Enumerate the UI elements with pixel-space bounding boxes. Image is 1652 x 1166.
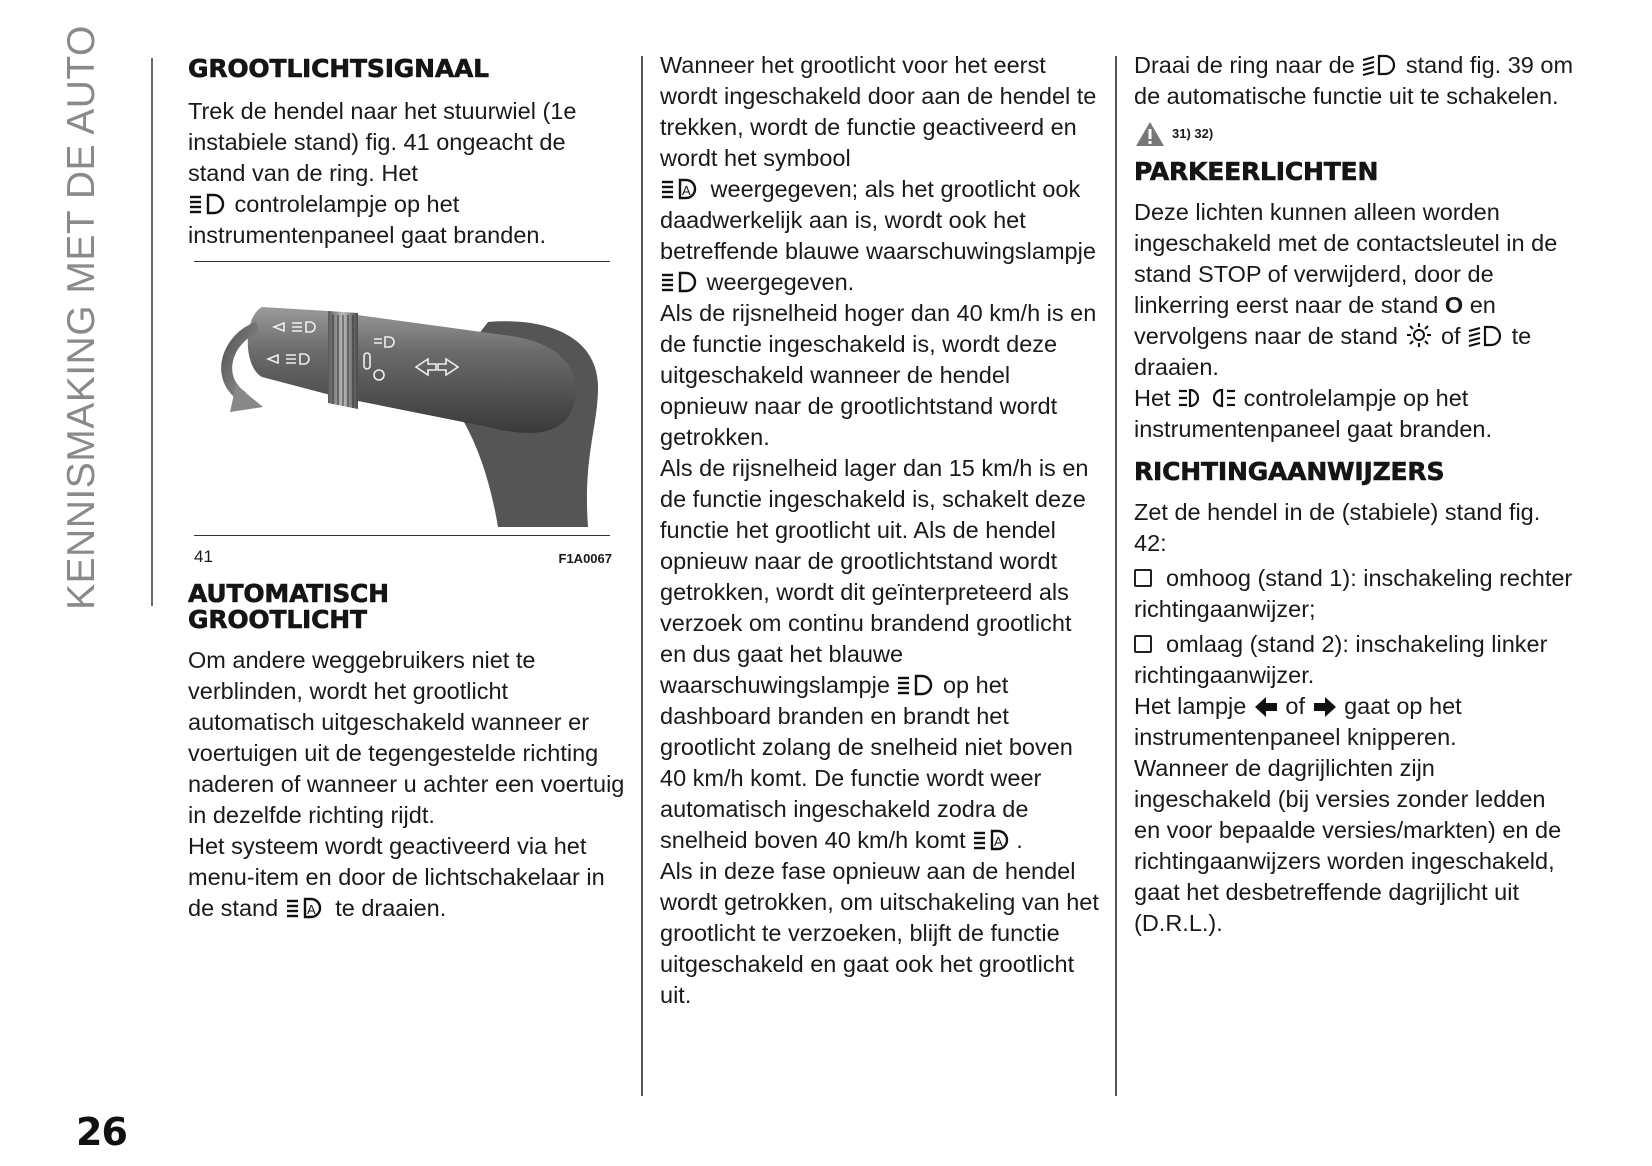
paragraph-text: Draai de ring naar de	[1134, 52, 1355, 78]
stand-o-label: O	[1444, 292, 1464, 318]
warning-reference	[1134, 118, 1574, 149]
warning-refs: 31) 32)	[1172, 126, 1214, 141]
paragraph-text: Wanneer het grootlicht voor het eerst wordt ingeschakeld door aan de hendel te trekken, wordt de functie geactiveerd en wordt het symbool	[660, 52, 1097, 171]
column-divider-2	[1115, 56, 1117, 1096]
paragraph-text: op het dashboard branden en brandt het grootlicht zolang de snelheid niet boven 40 km/h komt. De functie wordt weer automatisch ingeschakeld zodra de snelheid boven 40 km/h komt	[660, 672, 1073, 853]
paragraph-text: Het	[1134, 385, 1171, 411]
sidebar-rule	[151, 58, 153, 606]
auto-high-beam-icon	[972, 828, 1016, 852]
bullet-square	[1134, 635, 1152, 653]
paragraph-text: stand fig. 39 om de automatische functie uit te schakelen.	[1134, 52, 1574, 109]
paragraph-text: Het systeem wordt geactiveerd via het menu-item en door de lichtschakelaar in de stand	[188, 833, 605, 921]
heading-automatisch-grootlicht	[188, 581, 628, 633]
heading-parkeerlichten: PARKEERLICHTEN	[1134, 157, 1379, 186]
svg-text:A: A	[306, 902, 316, 917]
high-beam-icon	[896, 673, 936, 697]
page-number: 26	[76, 1110, 127, 1154]
high-beam-icon	[660, 270, 700, 294]
high-beam-icon	[188, 192, 228, 216]
paragraph-text: Zet de hendel in de (stabiele) stand fig. 42:	[1134, 499, 1541, 556]
figure-41	[188, 261, 612, 567]
paragraph-text: Als in deze fase opnieuw aan de hendel wordt getrokken, om uitschakeling van het grootlicht te verzoeken, blijft de functie uitgeschakeld en gaat ook het grootlicht uit.	[660, 858, 1099, 1008]
heading-grootlichtsignaal: GROOTLICHTSIGNAAL	[188, 54, 489, 83]
paragraph-text: controlelampje op het instrumentenpaneel gaat branden.	[188, 191, 546, 248]
column-1	[188, 50, 628, 924]
sidelight-position-icon	[1404, 322, 1434, 348]
column-divider-1	[641, 56, 643, 1096]
paragraph-text: controlelampje op het instrumentenpaneel gaat branden.	[1134, 385, 1492, 442]
heading-line: AUTOMATISCH	[188, 579, 389, 608]
warning-triangle-icon	[1134, 120, 1166, 148]
dipped-beam-icon	[1361, 53, 1399, 77]
svg-text:A: A	[994, 834, 1003, 849]
paragraph-text: weergegeven.	[706, 269, 855, 295]
column-2	[660, 50, 1100, 1011]
auto-high-beam-icon	[660, 177, 704, 201]
figure-number: 41	[194, 547, 213, 566]
paragraph-text: Deze lichten kunnen alleen worden ingeschakeld met de contactsleutel in de stand STOP of verwijderd, door de linkerring eerst naar de stand	[1134, 199, 1558, 318]
paragraph-text: .	[1016, 827, 1023, 853]
paragraph-text: te draaien.	[1134, 323, 1532, 380]
paragraph-text: Als de rijsnelheid lager dan 15 km/h is en de functie ingeschakeld is, schakelt deze functie het grootlicht uit. Als de hendel opnieuw naar de grootlichtstand wordt getrokken, wordt dit geïnterpreteerd als verzoek om continu brandend grootlicht en dus gaat het blauwe waarschuwingslampje	[660, 455, 1089, 698]
paragraph-text: Om andere weggebruikers niet te verblinden, wordt het grootlicht automatisch uitgeschakeld wanneer er voertuigen uit de tegengestelde richting naderen of wanneer u achter een voertuig in dezelfde richting rijdt.	[188, 647, 625, 828]
paragraph-text: en vervolgens naar de stand	[1134, 292, 1496, 349]
figure-bottom-rule	[194, 535, 610, 536]
arrow-left-icon	[1253, 696, 1279, 718]
heading-line: GROOTLICHT	[188, 605, 367, 634]
svg-text:A: A	[682, 183, 691, 198]
paragraph-text: of	[1440, 323, 1461, 349]
column-3	[1134, 50, 1574, 939]
bullet-square	[1134, 569, 1152, 587]
chapter-title-vertical: KENNISMAKING MET DE AUTO	[60, 25, 103, 610]
parking-lights-icon	[1177, 386, 1237, 410]
figure-code: F1A0067	[558, 551, 612, 566]
paragraph-text: gaat op het instrumentenpaneel knipperen.	[1134, 693, 1462, 750]
stalk-lever-illustration	[188, 267, 612, 537]
paragraph-text: weergegeven; als het grootlicht ook daadwerkelijk aan is, wordt ook het betreffende blauwe waarschuwingslampje	[660, 176, 1096, 264]
paragraph-text: Wanneer de dagrijlichten zijn ingeschakeld (bij versies zonder ledden en voor bepaalde versies/markten) en de richtingaanwijzers worden ingeschakeld, gaat het desbetreffende dagrijlicht uit (D.R.L.).	[1134, 755, 1562, 936]
list-item: omhoog (stand 1): inschakeling rechter richtingaanwijzer;	[1134, 565, 1573, 622]
arrow-right-icon	[1312, 696, 1338, 718]
paragraph-text: of	[1285, 693, 1305, 719]
paragraph-text: Trek de hendel naar het stuurwiel (1e instabiele stand) fig. 41 ongeacht de stand van de ring. Het	[188, 98, 577, 186]
list-item: omlaag (stand 2): inschakeling linker richtingaanwijzer.	[1134, 631, 1548, 688]
paragraph-text: Als de rijsnelheid hoger dan 40 km/h is en de functie ingeschakeld is, wordt deze uitgeschakeld wanneer de hendel opnieuw naar de grootlichtstand wordt getrokken.	[660, 300, 1097, 450]
heading-richtingaanwijzers: RICHTINGAANWIJZERS	[1134, 457, 1445, 486]
figure-top-rule	[194, 261, 610, 262]
paragraph-text: te draaien.	[335, 895, 447, 921]
paragraph-text: Het lampje	[1134, 693, 1247, 719]
dipped-beam-icon	[1467, 324, 1505, 348]
auto-high-beam-icon	[285, 896, 329, 920]
